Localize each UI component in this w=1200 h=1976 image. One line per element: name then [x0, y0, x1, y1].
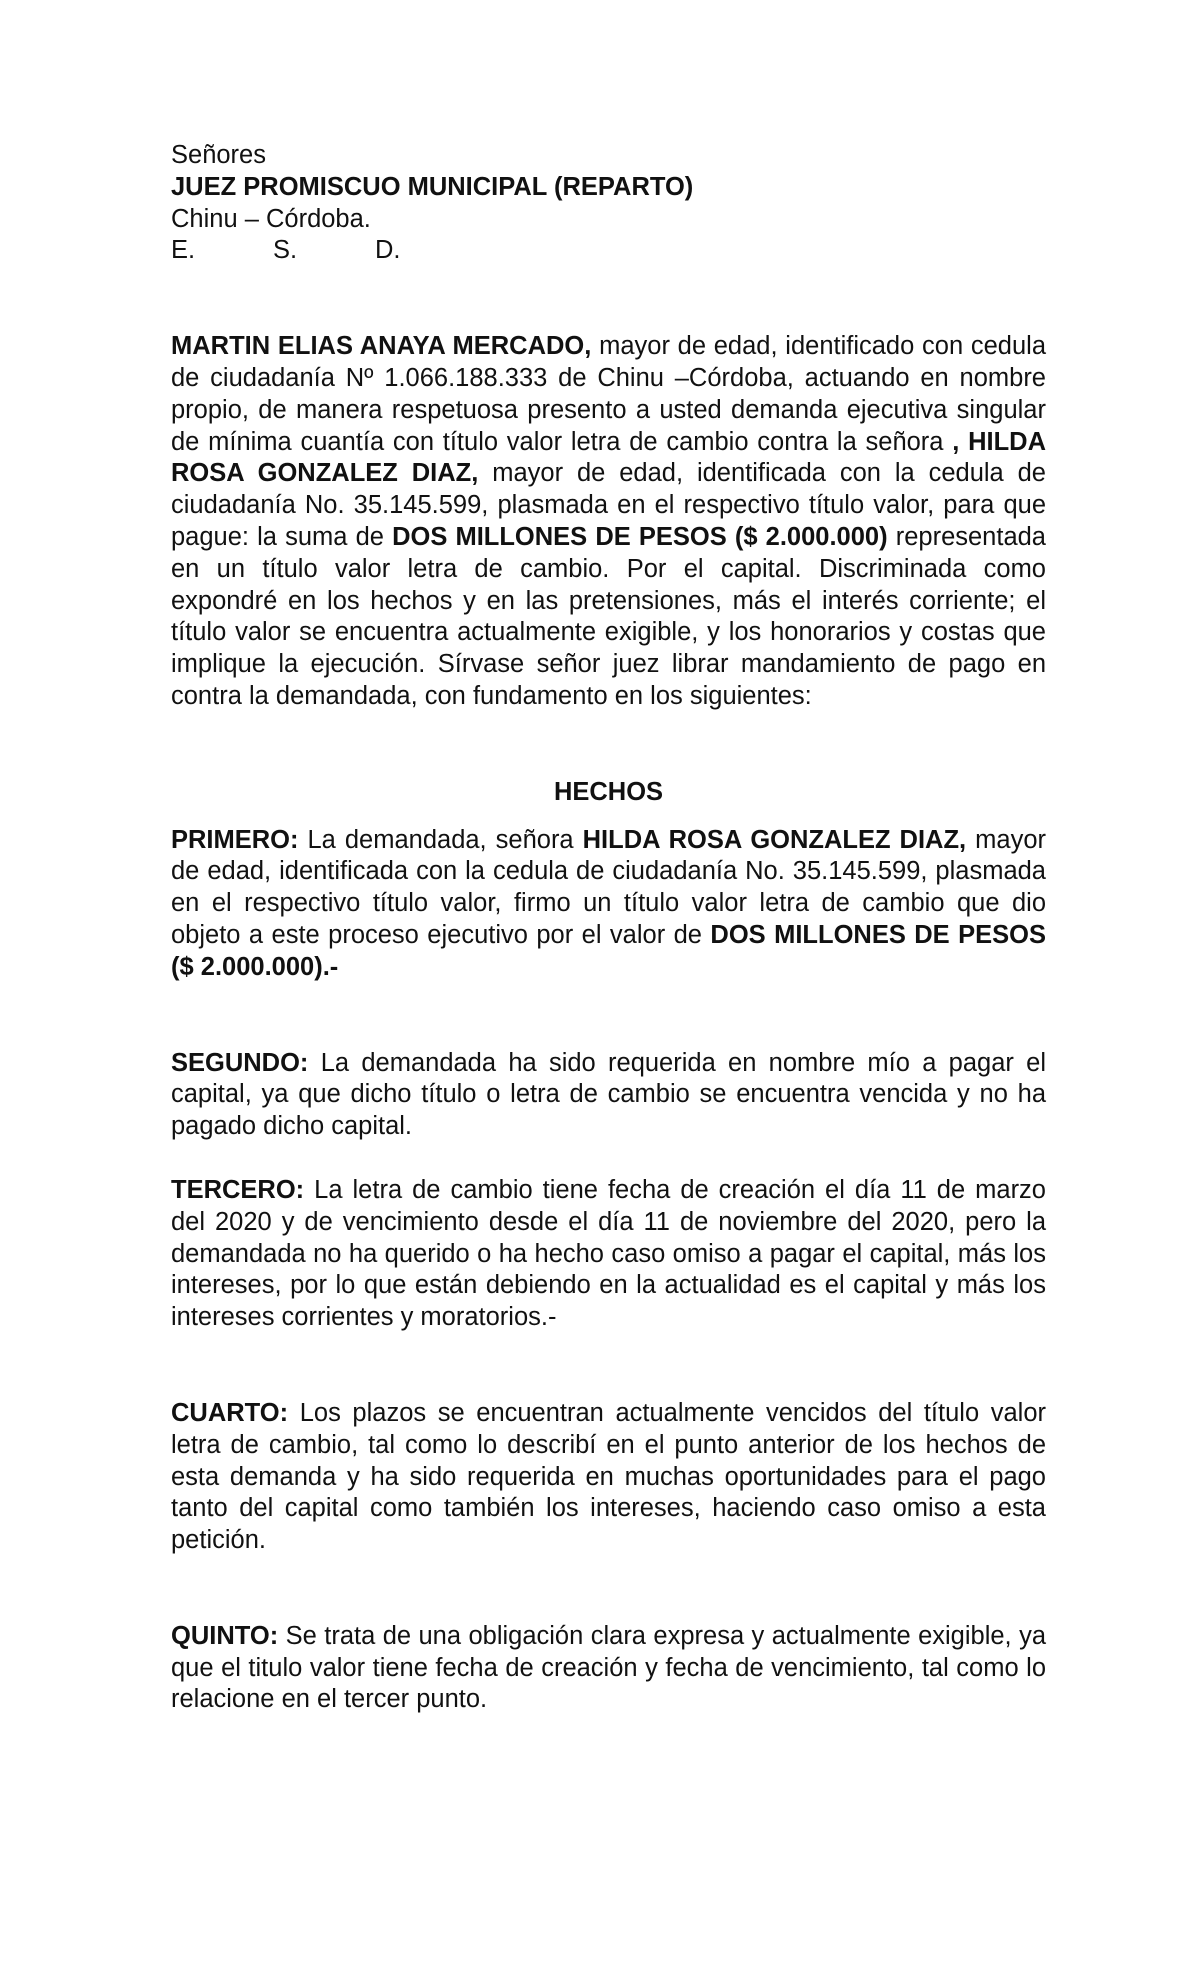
document-page: [171, 140, 1046, 1716]
fact-segundo: SEGUNDO: La demandada ha sido requerida en nombre mío a pagar el capital, ya que dicho título o letra de cambio se encuentra vencida y no ha pagado dicho capital.: [171, 1048, 1046, 1141]
intro-paragraph: MARTIN ELIAS ANAYA MERCADO, mayor de edad, identificado con cedula de ciudadanía Nº 1.066.188.333 de Chinu –Córdoba, actuando en nombre propio, de manera respetuosa presento a usted demanda ejecutiva singular de mínima cuantía con título valor letra de cambio contra la señora , HILDA ROSA GONZALEZ DIAZ, mayor de edad, identificada con la cedula de ciudadanía No. 35.145.599, plasmada en el respectivo título valor, para que pague: la suma de DOS MILLONES DE PESOS ($ 2.000.000) representada en un título valor letra de cambio. Por el capital. Discriminada como expondré en los hechos y en las pretensiones, más el interés corriente; el título valor se encuentra actualmente exigible, y los honorarios y costas que implique la ejecución. Sírvase señor juez librar mandamiento de pago en contra la demandada, con fundamento en los siguientes:: [171, 332, 1047, 710]
fact-cuarto: CUARTO: Los plazos se encuentran actualmente vencidos del título valor letra de cambio, tal como lo describí en el punto anterior de los hechos de esta demanda y ha sido requerida en muchas oportunidades para el pago tanto del capital como también los intereses, haciendo caso omiso a esta petición.: [171, 1398, 1046, 1555]
plaintiff-name: MARTIN ELIAS ANAYA MERCADO,: [171, 332, 592, 361]
defendant-name: , HILDA ROSA GONZALEZ DIAZ,: [171, 427, 1047, 488]
fact-quinto: QUINTO: Se trata de una obligación clara expresa y actualmente exigible, ya que el titulo valor tiene fecha de creación y fecha de vencimiento, tal como lo relacione en el tercer punto.: [171, 1621, 1046, 1714]
fact-primero: PRIMERO: La demandada, señora HILDA ROSA GONZALEZ DIAZ, mayor de edad, identificada con la cedula de ciudadanía No. 35.145.599, plasmada en el respectivo título valor, firmo un título valor letra de cambio que dio objeto a este proceso ejecutivo por el valor de DOS MILLONES DE PESOS ($ 2.000.000).-: [171, 825, 1046, 981]
city-line: Chinu – Córdoba.: [171, 204, 371, 233]
salutation: Señores: [171, 141, 266, 169]
esd-line: E. S. D.: [171, 236, 401, 265]
addressee-block: [171, 140, 1046, 267]
fact-tercero: TERCERO: La letra de cambio tiene fecha de creación el día 11 de marzo del 2020 y de vencimiento desde el día 11 de noviembre del 2020, pero la demandada no ha querido o ha hecho caso omiso a pagar el capital, más los intereses, por lo que están debiendo en la actualidad es el capital y más los intereses corrientes y moratorios.-: [171, 1175, 1046, 1332]
claim-amount: DOS MILLONES DE PESOS ($ 2.000.000): [392, 522, 888, 551]
facts-title: HECHOS: [553, 777, 664, 806]
court-name: JUEZ PROMISCUO MUNICIPAL (REPARTO): [171, 172, 694, 201]
